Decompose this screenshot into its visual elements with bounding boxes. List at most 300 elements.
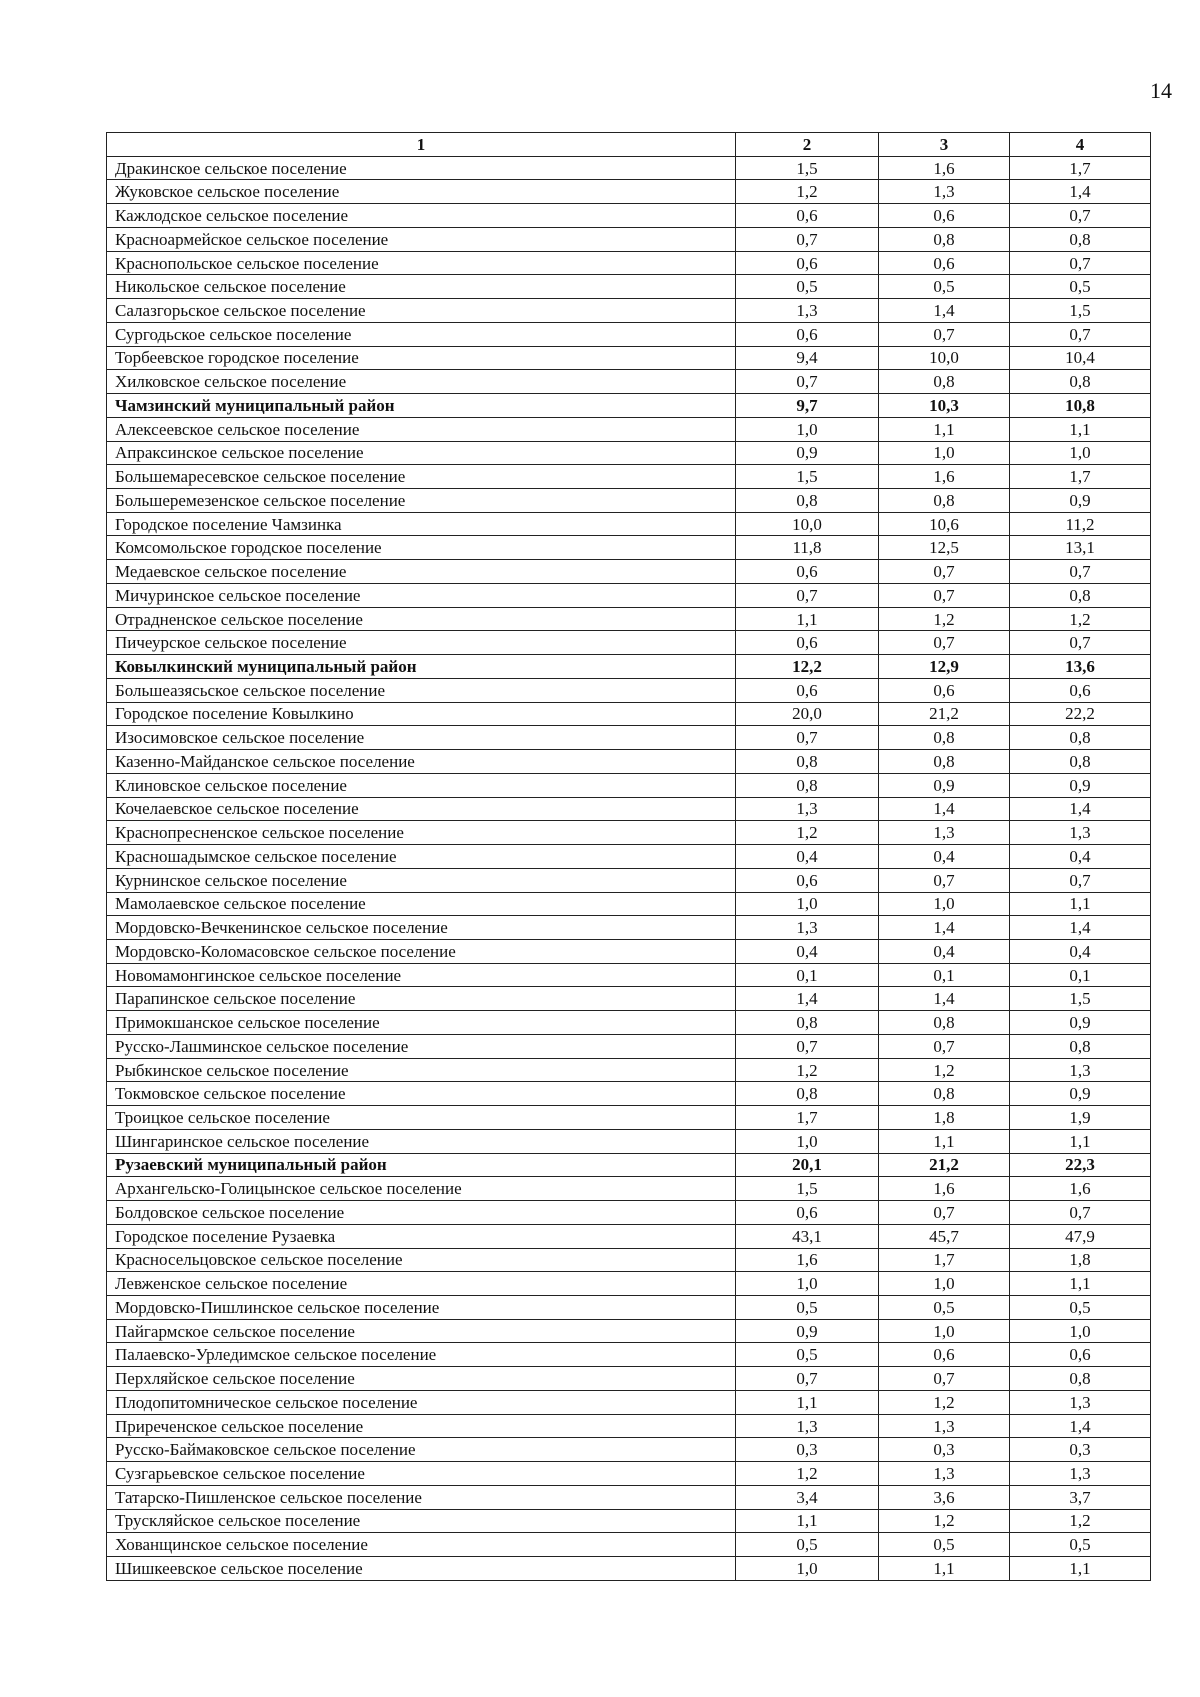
settlement-name-cell: Перхляйское сельское поселение xyxy=(107,1367,736,1391)
value-cell-col4: 0,6 xyxy=(1010,678,1151,702)
value-cell-col3: 12,5 xyxy=(879,536,1010,560)
value-cell-col2: 1,0 xyxy=(736,1272,879,1296)
value-cell-col2: 0,8 xyxy=(736,489,879,513)
value-cell-col2: 0,7 xyxy=(736,227,879,251)
value-cell-col2: 0,8 xyxy=(736,773,879,797)
value-cell-col3: 1,2 xyxy=(879,1058,1010,1082)
value-cell-col3: 1,7 xyxy=(879,1248,1010,1272)
value-cell-col3: 0,7 xyxy=(879,322,1010,346)
value-cell-col2: 0,6 xyxy=(736,678,879,702)
settlement-name-cell: Большеремезенское сельское поселение xyxy=(107,489,736,513)
table-row xyxy=(107,1248,1151,1272)
value-cell-col2: 9,7 xyxy=(736,394,879,418)
value-cell-col3: 0,7 xyxy=(879,1201,1010,1225)
value-cell-col3: 0,6 xyxy=(879,678,1010,702)
value-cell-col2: 0,8 xyxy=(736,1082,879,1106)
column-header-2: 2 xyxy=(736,133,879,157)
settlement-name-cell: Ковылкинский муниципальный район xyxy=(107,655,736,679)
header-row xyxy=(107,133,1151,157)
value-cell-col3: 0,6 xyxy=(879,1343,1010,1367)
value-cell-col2: 20,0 xyxy=(736,702,879,726)
settlement-name-cell: Никольское сельское поселение xyxy=(107,275,736,299)
table-row xyxy=(107,156,1151,180)
settlement-name-cell: Приреченское сельское поселение xyxy=(107,1414,736,1438)
settlement-name-cell: Большемаресевское сельское поселение xyxy=(107,465,736,489)
value-cell-col3: 0,5 xyxy=(879,275,1010,299)
value-cell-col4: 11,2 xyxy=(1010,512,1151,536)
table-row xyxy=(107,939,1151,963)
value-cell-col4: 13,6 xyxy=(1010,655,1151,679)
value-cell-col2: 0,3 xyxy=(736,1438,879,1462)
district-row xyxy=(107,655,1151,679)
value-cell-col4: 1,4 xyxy=(1010,1414,1151,1438)
value-cell-col3: 0,7 xyxy=(879,1034,1010,1058)
value-cell-col3: 1,1 xyxy=(879,417,1010,441)
value-cell-col2: 43,1 xyxy=(736,1224,879,1248)
value-cell-col4: 0,8 xyxy=(1010,370,1151,394)
settlement-name-cell: Торбеевское городское поселение xyxy=(107,346,736,370)
value-cell-col3: 0,6 xyxy=(879,204,1010,228)
table-row xyxy=(107,583,1151,607)
settlement-name-cell: Красносельцовское сельское поселение xyxy=(107,1248,736,1272)
settlement-name-cell: Отрадненское сельское поселение xyxy=(107,607,736,631)
table-row xyxy=(107,1034,1151,1058)
table-row xyxy=(107,227,1151,251)
value-cell-col4: 0,9 xyxy=(1010,1082,1151,1106)
value-cell-col2: 0,6 xyxy=(736,1201,879,1225)
table-row xyxy=(107,821,1151,845)
column-header-1: 1 xyxy=(107,133,736,157)
value-cell-col3: 10,3 xyxy=(879,394,1010,418)
table-row xyxy=(107,489,1151,513)
value-cell-col2: 1,3 xyxy=(736,797,879,821)
settlement-name-cell: Палаевско-Урледимское сельское поселение xyxy=(107,1343,736,1367)
value-cell-col2: 20,1 xyxy=(736,1153,879,1177)
table-row xyxy=(107,1343,1151,1367)
table-row xyxy=(107,1224,1151,1248)
value-cell-col2: 0,5 xyxy=(736,1533,879,1557)
table-row xyxy=(107,607,1151,631)
table-row xyxy=(107,987,1151,1011)
district-row xyxy=(107,394,1151,418)
value-cell-col2: 1,3 xyxy=(736,1414,879,1438)
settlement-name-cell: Болдовское сельское поселение xyxy=(107,1201,736,1225)
value-cell-col2: 1,1 xyxy=(736,607,879,631)
value-cell-col3: 0,1 xyxy=(879,963,1010,987)
settlement-name-cell: Изосимовское сельское поселение xyxy=(107,726,736,750)
table-row xyxy=(107,1557,1151,1581)
table-row xyxy=(107,773,1151,797)
value-cell-col4: 1,0 xyxy=(1010,441,1151,465)
settlement-name-cell: Хованщинское сельское поселение xyxy=(107,1533,736,1557)
value-cell-col3: 12,9 xyxy=(879,655,1010,679)
value-cell-col2: 0,9 xyxy=(736,1319,879,1343)
settlement-name-cell: Мордовско-Коломасовское сельское поселение xyxy=(107,939,736,963)
value-cell-col4: 0,1 xyxy=(1010,963,1151,987)
value-cell-col4: 1,7 xyxy=(1010,156,1151,180)
settlement-name-cell: Мамолаевское сельское поселение xyxy=(107,892,736,916)
settlement-name-cell: Парапинское сельское поселение xyxy=(107,987,736,1011)
value-cell-col4: 10,4 xyxy=(1010,346,1151,370)
value-cell-col2: 1,7 xyxy=(736,1106,879,1130)
value-cell-col3: 0,6 xyxy=(879,251,1010,275)
value-cell-col4: 3,7 xyxy=(1010,1485,1151,1509)
value-cell-col4: 1,2 xyxy=(1010,1509,1151,1533)
settlement-name-cell: Троицкое сельское поселение xyxy=(107,1106,736,1130)
settlement-name-cell: Пайгармское сельское поселение xyxy=(107,1319,736,1343)
value-cell-col3: 0,9 xyxy=(879,773,1010,797)
value-cell-col3: 1,6 xyxy=(879,465,1010,489)
table-row xyxy=(107,631,1151,655)
value-cell-col4: 1,4 xyxy=(1010,916,1151,940)
table-row xyxy=(107,370,1151,394)
value-cell-col2: 1,6 xyxy=(736,1248,879,1272)
table-row xyxy=(107,868,1151,892)
value-cell-col2: 9,4 xyxy=(736,346,879,370)
value-cell-col4: 0,7 xyxy=(1010,868,1151,892)
settlement-name-cell: Хилковское сельское поселение xyxy=(107,370,736,394)
value-cell-col3: 1,8 xyxy=(879,1106,1010,1130)
value-cell-col2: 0,6 xyxy=(736,631,879,655)
table-row xyxy=(107,963,1151,987)
settlement-name-cell: Казенно-Майданское сельское поселение xyxy=(107,750,736,774)
value-cell-col2: 0,7 xyxy=(736,1034,879,1058)
settlement-name-cell: Алексеевское сельское поселение xyxy=(107,417,736,441)
value-cell-col3: 0,5 xyxy=(879,1295,1010,1319)
value-cell-col4: 1,4 xyxy=(1010,180,1151,204)
settlement-name-cell: Курнинское сельское поселение xyxy=(107,868,736,892)
value-cell-col4: 0,3 xyxy=(1010,1438,1151,1462)
value-cell-col4: 0,4 xyxy=(1010,845,1151,869)
value-cell-col3: 1,2 xyxy=(879,1509,1010,1533)
value-cell-col2: 1,5 xyxy=(736,156,879,180)
value-cell-col4: 0,7 xyxy=(1010,560,1151,584)
value-cell-col2: 0,7 xyxy=(736,583,879,607)
value-cell-col2: 1,2 xyxy=(736,180,879,204)
value-cell-col4: 0,8 xyxy=(1010,1034,1151,1058)
settlement-name-cell: Мордовско-Пишлинское сельское поселение xyxy=(107,1295,736,1319)
value-cell-col4: 0,7 xyxy=(1010,1201,1151,1225)
settlement-name-cell: Пичеурское сельское поселение xyxy=(107,631,736,655)
table-row xyxy=(107,845,1151,869)
settlement-name-cell: Архангельско-Голицынское сельское поселение xyxy=(107,1177,736,1201)
table-row xyxy=(107,204,1151,228)
value-cell-col3: 1,2 xyxy=(879,607,1010,631)
value-cell-col2: 1,0 xyxy=(736,1557,879,1581)
table-row xyxy=(107,916,1151,940)
value-cell-col3: 1,2 xyxy=(879,1390,1010,1414)
value-cell-col2: 1,2 xyxy=(736,1058,879,1082)
value-cell-col4: 0,8 xyxy=(1010,726,1151,750)
table-row xyxy=(107,1319,1151,1343)
value-cell-col2: 0,6 xyxy=(736,251,879,275)
value-cell-col2: 0,7 xyxy=(736,1367,879,1391)
value-cell-col4: 1,3 xyxy=(1010,1390,1151,1414)
settlement-name-cell: Татарско-Пишленское сельское поселение xyxy=(107,1485,736,1509)
value-cell-col4: 1,6 xyxy=(1010,1177,1151,1201)
value-cell-col3: 0,3 xyxy=(879,1438,1010,1462)
value-cell-col4: 0,8 xyxy=(1010,227,1151,251)
value-cell-col4: 0,9 xyxy=(1010,1011,1151,1035)
value-cell-col4: 1,8 xyxy=(1010,1248,1151,1272)
value-cell-col2: 10,0 xyxy=(736,512,879,536)
value-cell-col3: 0,8 xyxy=(879,227,1010,251)
settlement-name-cell: Красношадымское сельское поселение xyxy=(107,845,736,869)
table-row xyxy=(107,512,1151,536)
value-cell-col2: 0,4 xyxy=(736,845,879,869)
settlement-name-cell: Рыбкинское сельское поселение xyxy=(107,1058,736,1082)
value-cell-col3: 1,1 xyxy=(879,1129,1010,1153)
value-cell-col3: 1,3 xyxy=(879,1462,1010,1486)
value-cell-col3: 1,4 xyxy=(879,916,1010,940)
value-cell-col2: 0,5 xyxy=(736,1343,879,1367)
table-row xyxy=(107,299,1151,323)
value-cell-col2: 1,0 xyxy=(736,1129,879,1153)
settlement-name-cell: Красноармейское сельское поселение xyxy=(107,227,736,251)
value-cell-col3: 1,3 xyxy=(879,821,1010,845)
value-cell-col4: 22,2 xyxy=(1010,702,1151,726)
table-row xyxy=(107,1462,1151,1486)
value-cell-col2: 1,2 xyxy=(736,1462,879,1486)
district-row xyxy=(107,1153,1151,1177)
table-row xyxy=(107,1438,1151,1462)
table-row xyxy=(107,1201,1151,1225)
value-cell-col2: 1,3 xyxy=(736,299,879,323)
settlement-name-cell: Краснопольское сельское поселение xyxy=(107,251,736,275)
table-row xyxy=(107,1485,1151,1509)
value-cell-col4: 47,9 xyxy=(1010,1224,1151,1248)
settlement-name-cell: Сургодьское сельское поселение xyxy=(107,322,736,346)
value-cell-col3: 1,3 xyxy=(879,180,1010,204)
value-cell-col2: 0,4 xyxy=(736,939,879,963)
column-header-4: 4 xyxy=(1010,133,1151,157)
value-cell-col2: 1,5 xyxy=(736,1177,879,1201)
settlement-name-cell: Комсомольское городское поселение xyxy=(107,536,736,560)
table-row xyxy=(107,726,1151,750)
value-cell-col4: 0,8 xyxy=(1010,583,1151,607)
settlement-name-cell: Русско-Лашминское сельское поселение xyxy=(107,1034,736,1058)
value-cell-col3: 45,7 xyxy=(879,1224,1010,1248)
value-cell-col4: 1,1 xyxy=(1010,1557,1151,1581)
settlement-name-cell: Городское поселение Рузаевка xyxy=(107,1224,736,1248)
value-cell-col4: 0,6 xyxy=(1010,1343,1151,1367)
value-cell-col4: 0,5 xyxy=(1010,1295,1151,1319)
table-row xyxy=(107,1272,1151,1296)
settlement-name-cell: Плодопитомническое сельское поселение xyxy=(107,1390,736,1414)
value-cell-col3: 0,7 xyxy=(879,868,1010,892)
table-row xyxy=(107,1295,1151,1319)
value-cell-col4: 0,7 xyxy=(1010,204,1151,228)
value-cell-col4: 10,8 xyxy=(1010,394,1151,418)
settlement-name-cell: Примокшанское сельское поселение xyxy=(107,1011,736,1035)
value-cell-col4: 1,9 xyxy=(1010,1106,1151,1130)
value-cell-col3: 1,4 xyxy=(879,987,1010,1011)
value-cell-col3: 0,5 xyxy=(879,1533,1010,1557)
value-cell-col2: 1,2 xyxy=(736,821,879,845)
value-cell-col3: 21,2 xyxy=(879,702,1010,726)
value-cell-col2: 0,8 xyxy=(736,1011,879,1035)
value-cell-col3: 1,6 xyxy=(879,1177,1010,1201)
table-row xyxy=(107,346,1151,370)
value-cell-col4: 0,5 xyxy=(1010,275,1151,299)
value-cell-col2: 0,9 xyxy=(736,441,879,465)
table-row xyxy=(107,536,1151,560)
value-cell-col4: 0,5 xyxy=(1010,1533,1151,1557)
value-cell-col4: 1,7 xyxy=(1010,465,1151,489)
settlement-name-cell: Мичуринское сельское поселение xyxy=(107,583,736,607)
value-cell-col3: 0,7 xyxy=(879,583,1010,607)
value-cell-col2: 12,2 xyxy=(736,655,879,679)
table-row xyxy=(107,702,1151,726)
table-row xyxy=(107,560,1151,584)
settlement-name-cell: Рузаевский муниципальный район xyxy=(107,1153,736,1177)
value-cell-col3: 10,0 xyxy=(879,346,1010,370)
data-table xyxy=(106,132,1151,1581)
value-cell-col2: 3,4 xyxy=(736,1485,879,1509)
value-cell-col2: 0,6 xyxy=(736,868,879,892)
table-row xyxy=(107,1509,1151,1533)
value-cell-col3: 0,4 xyxy=(879,845,1010,869)
table-row xyxy=(107,1058,1151,1082)
table-row xyxy=(107,892,1151,916)
value-cell-col3: 21,2 xyxy=(879,1153,1010,1177)
value-cell-col3: 1,1 xyxy=(879,1557,1010,1581)
value-cell-col4: 0,7 xyxy=(1010,322,1151,346)
value-cell-col4: 1,5 xyxy=(1010,987,1151,1011)
value-cell-col2: 0,6 xyxy=(736,560,879,584)
settlement-name-cell: Дракинское сельское поселение xyxy=(107,156,736,180)
value-cell-col4: 1,1 xyxy=(1010,1129,1151,1153)
settlement-name-cell: Салазгорьское сельское поселение xyxy=(107,299,736,323)
value-cell-col2: 1,1 xyxy=(736,1390,879,1414)
value-cell-col3: 0,8 xyxy=(879,1011,1010,1035)
value-cell-col3: 1,4 xyxy=(879,797,1010,821)
table-row xyxy=(107,750,1151,774)
value-cell-col3: 1,4 xyxy=(879,299,1010,323)
value-cell-col2: 1,1 xyxy=(736,1509,879,1533)
value-cell-col2: 0,8 xyxy=(736,750,879,774)
value-cell-col2: 11,8 xyxy=(736,536,879,560)
value-cell-col3: 0,8 xyxy=(879,489,1010,513)
table-row xyxy=(107,1082,1151,1106)
value-cell-col3: 0,7 xyxy=(879,560,1010,584)
value-cell-col4: 1,3 xyxy=(1010,1462,1151,1486)
value-cell-col3: 0,7 xyxy=(879,631,1010,655)
settlement-name-cell: Трускляйское сельское поселение xyxy=(107,1509,736,1533)
settlement-name-cell: Большеазясьское сельское поселение xyxy=(107,678,736,702)
table-row xyxy=(107,678,1151,702)
value-cell-col3: 1,0 xyxy=(879,441,1010,465)
settlement-name-cell: Клиновское сельское поселение xyxy=(107,773,736,797)
settlement-name-cell: Сузгарьевское сельское поселение xyxy=(107,1462,736,1486)
value-cell-col4: 1,1 xyxy=(1010,892,1151,916)
value-cell-col4: 1,2 xyxy=(1010,607,1151,631)
settlement-name-cell: Новомамонгинское сельское поселение xyxy=(107,963,736,987)
value-cell-col4: 0,4 xyxy=(1010,939,1151,963)
value-cell-col2: 0,6 xyxy=(736,322,879,346)
settlement-name-cell: Шишкеевское сельское поселение xyxy=(107,1557,736,1581)
settlement-name-cell: Кажлодское сельское поселение xyxy=(107,204,736,228)
settlement-name-cell: Шингаринское сельское поселение xyxy=(107,1129,736,1153)
value-cell-col3: 1,0 xyxy=(879,1272,1010,1296)
settlement-name-cell: Городское поселение Ковылкино xyxy=(107,702,736,726)
value-cell-col3: 0,8 xyxy=(879,370,1010,394)
table-row xyxy=(107,1011,1151,1035)
value-cell-col2: 0,6 xyxy=(736,204,879,228)
settlement-name-cell: Медаевское сельское поселение xyxy=(107,560,736,584)
value-cell-col3: 0,4 xyxy=(879,939,1010,963)
settlement-name-cell: Русско-Баймаковское сельское поселение xyxy=(107,1438,736,1462)
table-row xyxy=(107,1106,1151,1130)
value-cell-col4: 0,8 xyxy=(1010,750,1151,774)
column-header-3: 3 xyxy=(879,133,1010,157)
table-row xyxy=(107,1367,1151,1391)
value-cell-col3: 10,6 xyxy=(879,512,1010,536)
value-cell-col3: 3,6 xyxy=(879,1485,1010,1509)
value-cell-col3: 1,0 xyxy=(879,1319,1010,1343)
value-cell-col3: 0,8 xyxy=(879,750,1010,774)
settlement-name-cell: Жуковское сельское поселение xyxy=(107,180,736,204)
value-cell-col4: 1,3 xyxy=(1010,1058,1151,1082)
value-cell-col4: 1,1 xyxy=(1010,417,1151,441)
value-cell-col2: 1,3 xyxy=(736,916,879,940)
table-row xyxy=(107,1177,1151,1201)
settlement-name-cell: Левженское сельское поселение xyxy=(107,1272,736,1296)
value-cell-col3: 0,7 xyxy=(879,1367,1010,1391)
settlement-name-cell: Чамзинский муниципальный район xyxy=(107,394,736,418)
value-cell-col4: 1,3 xyxy=(1010,821,1151,845)
value-cell-col4: 0,9 xyxy=(1010,489,1151,513)
table-row xyxy=(107,797,1151,821)
value-cell-col2: 1,4 xyxy=(736,987,879,1011)
value-cell-col4: 1,0 xyxy=(1010,1319,1151,1343)
value-cell-col2: 0,7 xyxy=(736,726,879,750)
value-cell-col4: 0,8 xyxy=(1010,1367,1151,1391)
value-cell-col2: 1,0 xyxy=(736,892,879,916)
value-cell-col4: 0,7 xyxy=(1010,631,1151,655)
settlement-name-cell: Мордовско-Вечкенинское сельское поселение xyxy=(107,916,736,940)
table-row xyxy=(107,1390,1151,1414)
value-cell-col4: 22,3 xyxy=(1010,1153,1151,1177)
value-cell-col3: 1,0 xyxy=(879,892,1010,916)
settlement-name-cell: Кочелаевское сельское поселение xyxy=(107,797,736,821)
settlement-name-cell: Городское поселение Чамзинка xyxy=(107,512,736,536)
value-cell-col3: 0,8 xyxy=(879,1082,1010,1106)
value-cell-col4: 1,1 xyxy=(1010,1272,1151,1296)
table-row xyxy=(107,322,1151,346)
table-row xyxy=(107,465,1151,489)
table-row xyxy=(107,441,1151,465)
value-cell-col4: 13,1 xyxy=(1010,536,1151,560)
value-cell-col4: 1,5 xyxy=(1010,299,1151,323)
value-cell-col2: 0,5 xyxy=(736,275,879,299)
table-body xyxy=(107,156,1151,1580)
table-row xyxy=(107,251,1151,275)
value-cell-col4: 0,7 xyxy=(1010,251,1151,275)
value-cell-col3: 0,8 xyxy=(879,726,1010,750)
value-cell-col2: 0,5 xyxy=(736,1295,879,1319)
settlement-name-cell: Апраксинское сельское поселение xyxy=(107,441,736,465)
value-cell-col3: 1,3 xyxy=(879,1414,1010,1438)
settlement-name-cell: Краснопресненское сельское поселение xyxy=(107,821,736,845)
table-row xyxy=(107,180,1151,204)
value-cell-col3: 1,6 xyxy=(879,156,1010,180)
value-cell-col2: 1,0 xyxy=(736,417,879,441)
value-cell-col4: 0,9 xyxy=(1010,773,1151,797)
settlement-name-cell: Токмовское сельское поселение xyxy=(107,1082,736,1106)
value-cell-col2: 0,1 xyxy=(736,963,879,987)
table-row xyxy=(107,1414,1151,1438)
